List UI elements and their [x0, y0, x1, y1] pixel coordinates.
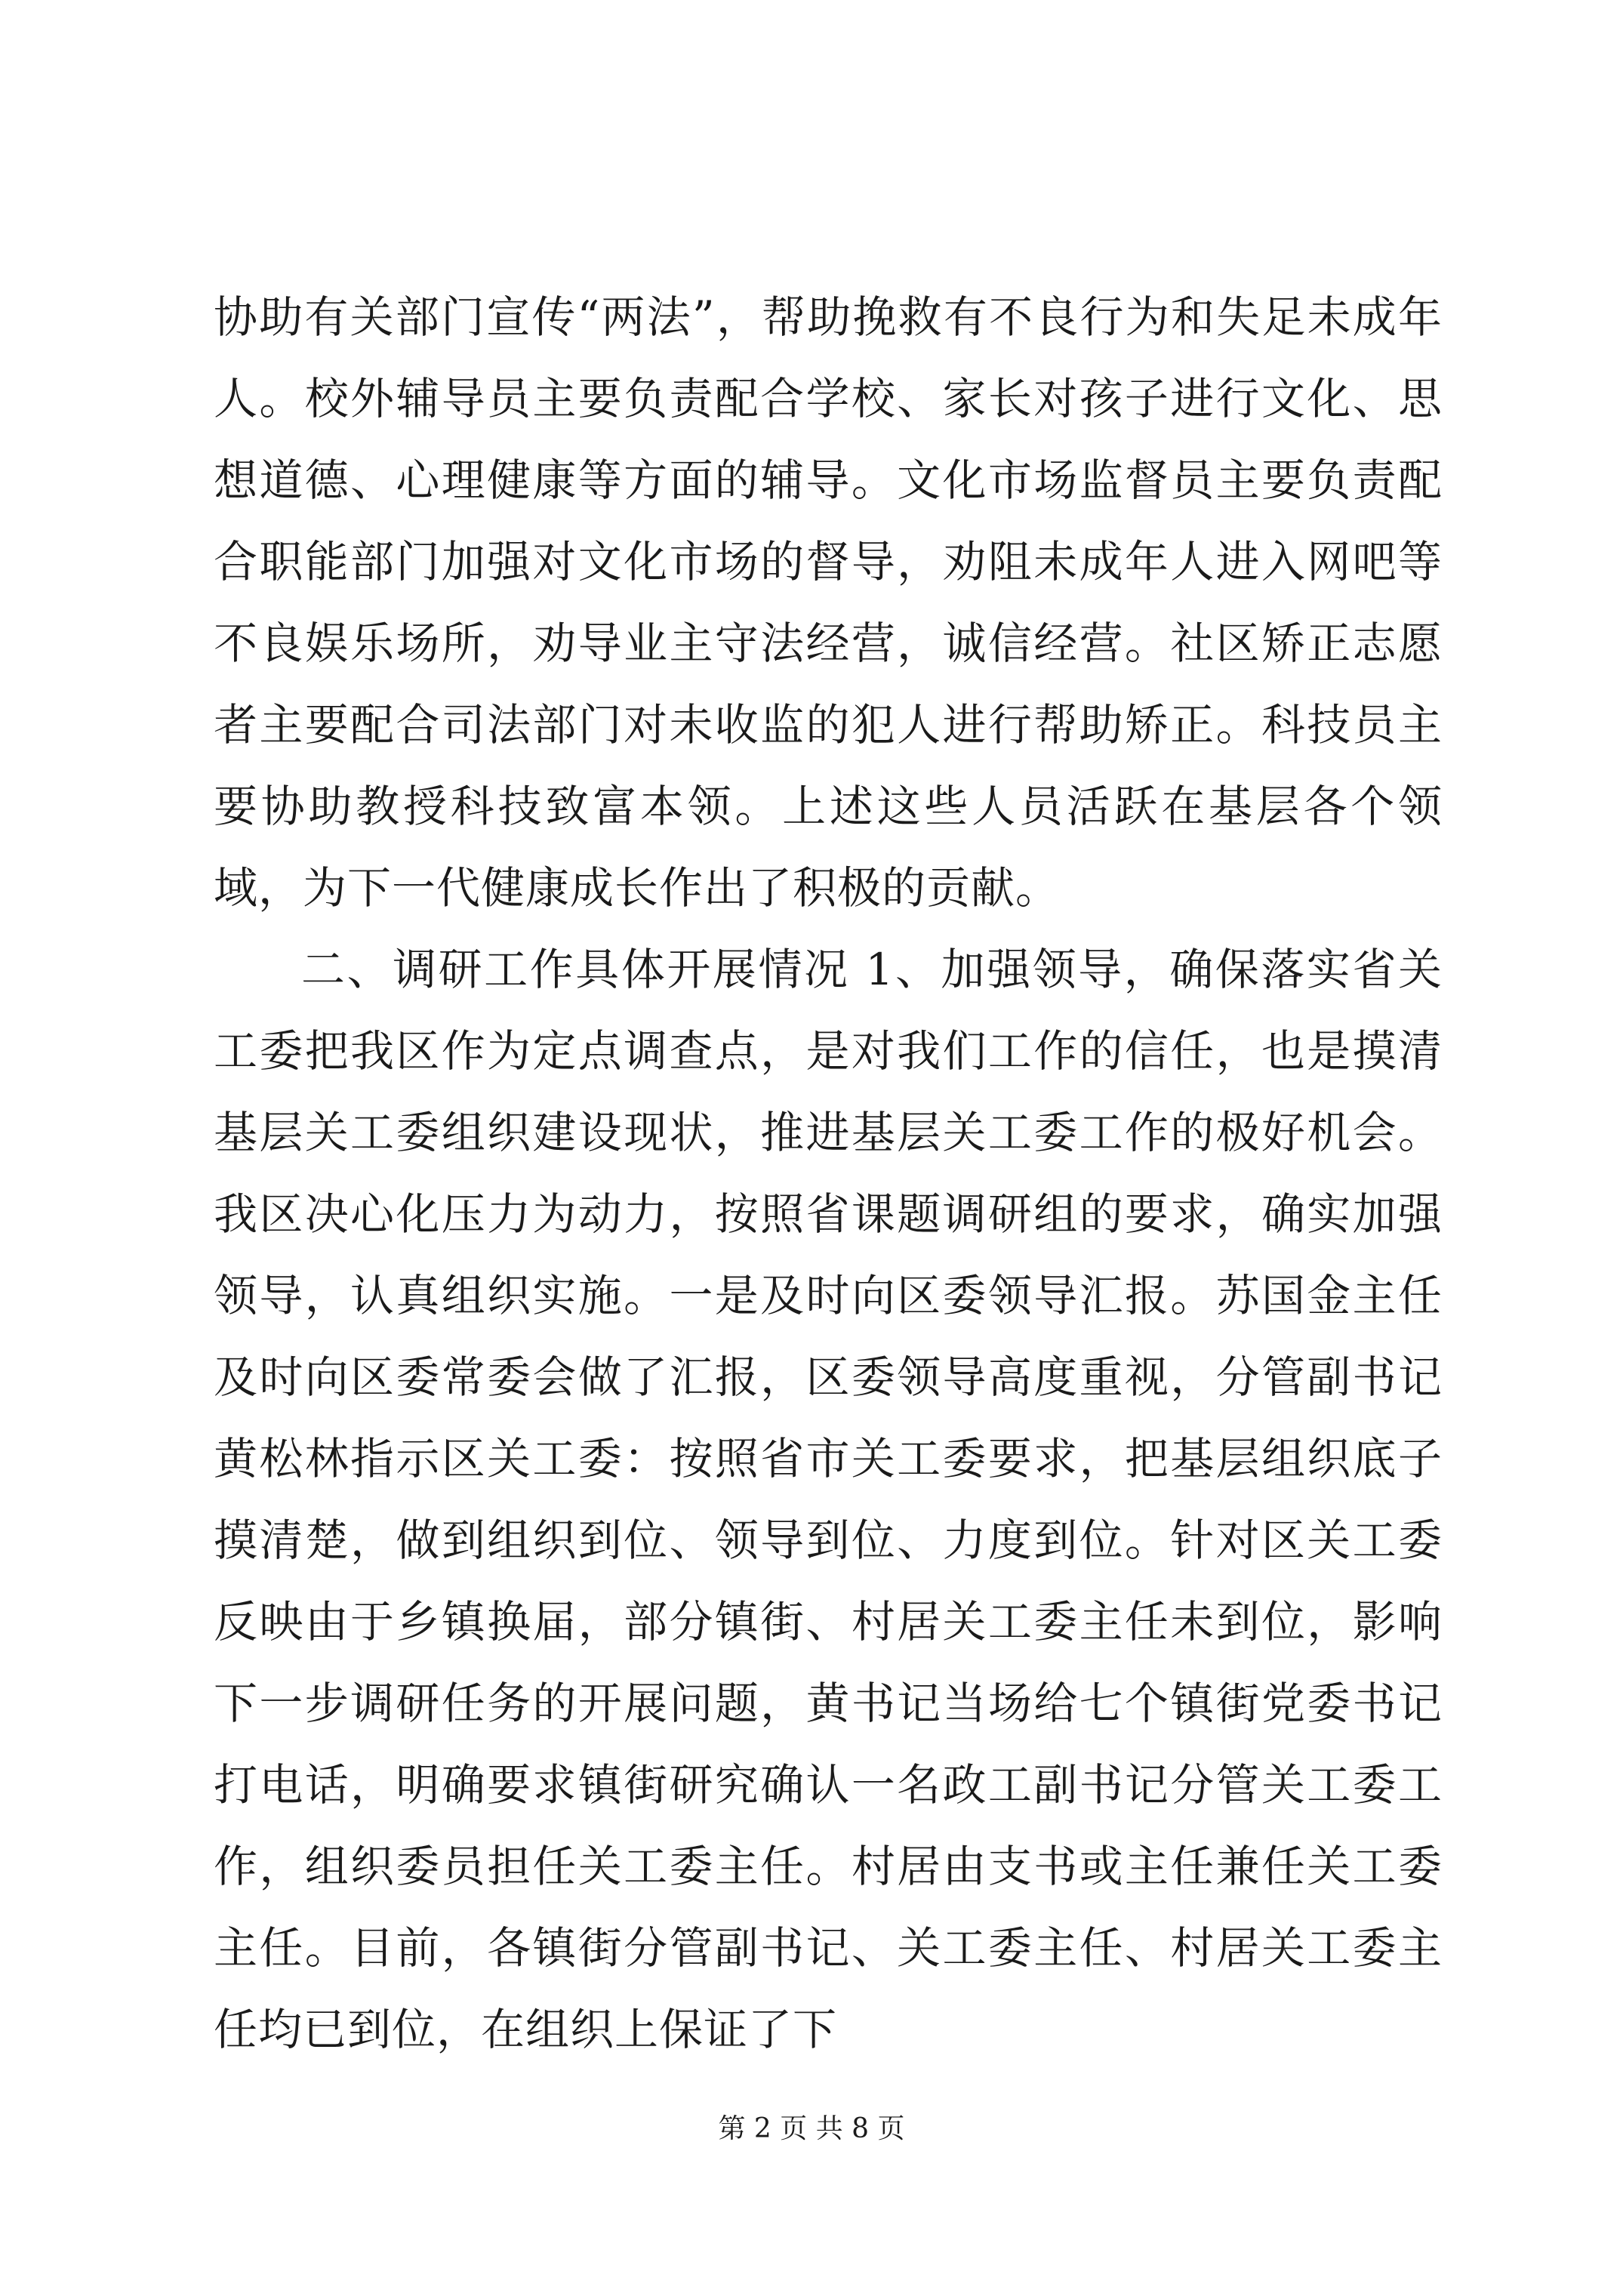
- paragraph-research-section: 二、调研工作具体开展情况 1、加强领导，确保落实省关工委把我区作为定点调查点，是对我们工作的信任，也是摸清基层关工委组织建设现状，推进基层关工委工作的极好机会。我区决心化压力为动力，按照省课题调研组的要求，确实加强领导，认真组织实施。一是及时向区委领导汇报。苏国金主任及时向区委常委会做了汇报，区委领导高度重视，分管副书记黄松林指示区关工委：按照省市关工委要求，把基层组织底子摸清楚，做到组织到位、领导到位、力度到位。针对区关工委反映由于乡镇换届，部分镇街、村居关工委主任未到位，影响下一步调研任务的开展问题，黄书记当场给七个镇街党委书记打电话，明确要求镇街研究确认一名政工副书记分管关工委工作，组织委员担任关工委主任。村居由支书或主任兼任关工委主任。目前，各镇街分管副书记、关工委主任、村居关工委主任均已到位，在组织上保证了下: [214, 944, 1443, 2055]
- page-number-footer: 第 2 页 共 8 页: [718, 2113, 905, 2144]
- paragraph-continuation: 协助有关部门宣传“两法”，帮助挽救有不良行为和失足未成年人。校外辅导员主要负责配合学校、家长对孩子进行文化、思想道德、心理健康等方面的辅导。文化市场监督员主要负责配合职能部门加强对文化市场的督导，劝阻未成年人进入网吧等不良娱乐场所，劝导业主守法经营，诚信经营。社区矫正志愿者主要配合司法部门对未收监的犯人进行帮助矫正。科技员主要协助教授科技致富本领。上述这些人员活跃在基层各个领域，为下一代健康成长作出了积极的贡献。: [214, 291, 1443, 914]
- document-body: [214, 276, 1443, 2070]
